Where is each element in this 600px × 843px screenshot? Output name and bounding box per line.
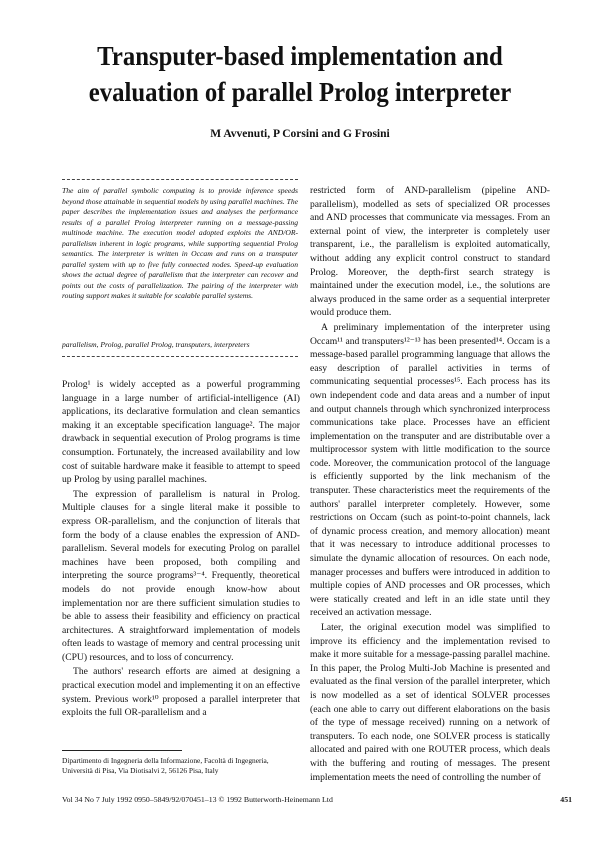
journal-citation: Vol 34 No 7 July 1992 0950–5849/92/070451–13 © 1992 Butterworth-Heinemann Ltd	[62, 795, 333, 804]
abstract-bottom-rule	[62, 356, 298, 357]
page-number: 451	[560, 795, 572, 804]
body-paragraph: A preliminary implementation of the interpreter using Occam¹¹ and transputers¹²⁻¹³ has been presented¹⁴. Occam is a message-based parallel programming language that allows the easy description of parallel activities in terms of communicating sequential processes¹⁵. Each process has its own independent code and data areas and a number of input and output channels through which synchronized interprocess communications take place. Processes have an efficient implementation on the transputer and are distributable over a multiprocessor system with little modification to the source code. Moreover, the communication protocol of the language is efficiently supported by the link mechanism of the transputer. These characteristics meet the requirements of the authors' parallel interpreter completely. However, some restrictions on Occam (such as point-to-point channels, lack of dynamic process creation, and memory allocation) meant that it was necessary to introduce additional processes to simulate the dynamic allocation of resources. On each node, manager processes and buffers were introduced in addition to multiple copies of AND processes and OR processes, which were statically created and left in an idle state until they received an activation message.	[310, 321, 550, 619]
body-paragraph: restricted form of AND-parallelism (pipeline AND-parallelism), modelled as sets of specialized OR processes and AND processes that communicate via messages. From an external point of view, the interpreter is completely user transparent, i.e., the parallelism is exploited automatically, without adding any explicit control construct to standard Prolog. Moreover, the depth-first search strategy is maintained under the execution model, i.e., the solutions are always produced in the same order as a sequential interpreter would produce them.	[310, 185, 550, 319]
body-paragraph: Prolog¹ is widely accepted as a powerful programming language in a large number of artificial-intelligence (AI) applications, its declarative formulation and clean semantics making it an exceptable specification language². The major drawback in sequential execution of Prolog programs is time consumption. Fortunately, the increased availability and low cost of suitable hardware make it feasible to attempt to speed up Prolog by using parallel machines.	[62, 379, 300, 486]
left-body-column	[62, 378, 300, 719]
body-paragraph: The authors' research efforts are aimed at designing a practical execution model and implementing it on an effective system. Previous work¹⁰ proposed a parallel interpreter that exploits the full OR-parallelism and a	[62, 666, 300, 719]
affiliation-footnote: Dipartimento di Ingegneria della Informazione, Facoltà di Ingegneria, Università di Pisa, Via Diotisalvi 2, 56126 Pisa, Italy	[62, 756, 269, 775]
abstract-top-rule	[62, 179, 298, 180]
right-body-column	[310, 184, 550, 786]
body-paragraph: The expression of parallelism is natural in Prolog. Multiple clauses for a single literal make it possible to express OR-parallelism, and the conjunction of literals that form the body of a clause enables the expression of AND-parallelism. Several models for executing Prolog on parallel machines have been proposed, both compiling and interpreting the source programs³⁻⁴. Frequently, theoretical models do not provide enough know-how about implementation nor are there sufficient simulation studies to be able to assess their feasibility and efficiency on practical architectures. A straightforward implementation of models often leads to wastage of memory and central processing unit (CPU) resources, and to loss of concurrency.	[62, 488, 300, 663]
paper-title-line-2: evaluation of parallel Prolog interpreter	[88, 76, 512, 107]
body-paragraph: Later, the original execution model was simplified to improve its efficiency and the implementation revised to make it more suitable for a message-passing parallel machine. In this paper, the Prolog Multi-Job Machine is presented and evaluated as the final version of the parallel interpreter, which is now modelled as a set of identical SOLVER processes (each one able to carry out different elaborations on the basis of the type of message received) running on a network of transputers. To each node, one SOLVER process is statically allocated and paired with one ROUTER process, which deals with the buffering and routing of messages. The present implementation meets the need of controlling the number of	[310, 622, 550, 783]
author-list: M Avvenuti, P Corsini and G Frosini	[210, 128, 390, 140]
footnote-rule	[62, 750, 182, 751]
keywords: parallelism, Prolog, parallel Prolog, transputers, interpreters	[62, 340, 250, 349]
paper-title	[66, 38, 534, 110]
abstract-text: The aim of parallel symbolic computing is to provide inference speeds beyond those attainable in sequential models by using parallel machines. The paper describes the implementation issues and analyses the performance results of a parallel Prolog interpreter running on a message-passing multinode machine. The execution model adopted exploits the AND/OR-parallelism inherent in logic programs, while supporting sequential Prolog semantics. The interpreter is written in Occam and runs on a transputer parallel system with up to five fully connected nodes. Speed-up evaluation shows the actual degree of parallelism that the interpreter can recover and points out the costs of parallelization. The pairing of the interpreter with routing support makes it suitable for scalable parallel systems.	[62, 186, 299, 300]
paper-title-line-1: Transputer-based implementation and	[97, 40, 503, 71]
